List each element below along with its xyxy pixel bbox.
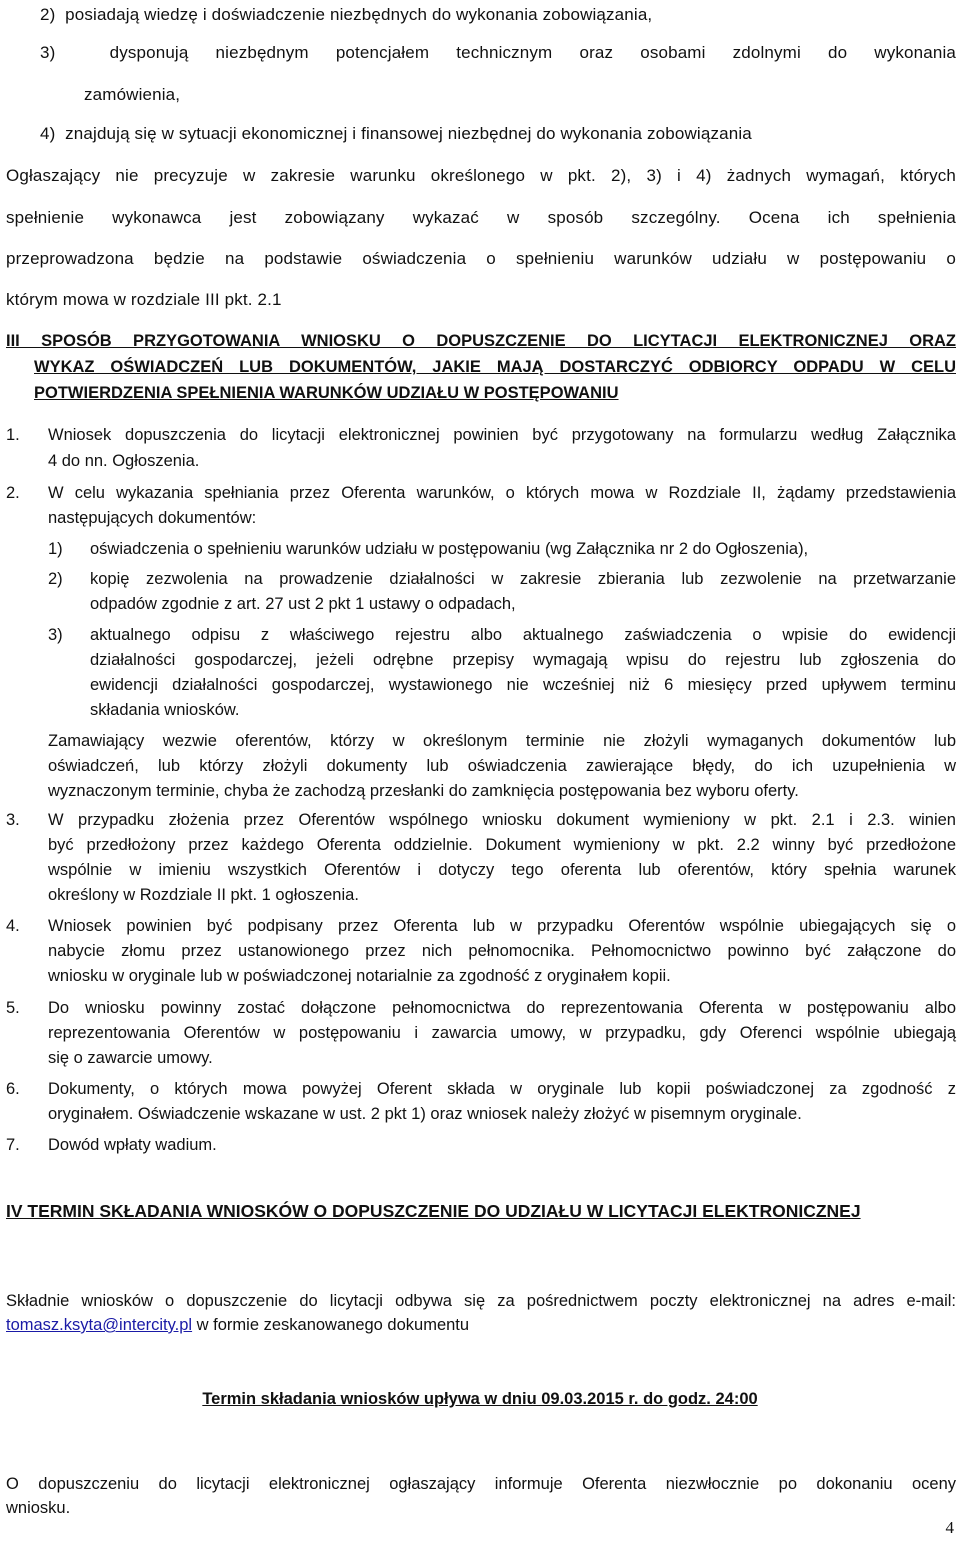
item-4-number: 4. <box>6 917 20 935</box>
item-3-line3: wspólnie w imieniu wszystkich Oferentów i dotyczy tego oferenta lub oferentów, który spełnia warunek <box>48 861 956 879</box>
item-7-number: 7. <box>6 1136 20 1154</box>
item-4-line1: Wniosek powinien być podpisany przez Oferenta lub w przypadku Oferentów wspólnie ubiegających się o <box>48 917 956 935</box>
email-link[interactable]: tomasz.ksyta@intercity.pl <box>6 1316 193 1334</box>
section4-heading: IV TERMIN SKŁADANIA WNIOSKÓW O DOPUSZCZENIE DO UDZIAŁU W LICYTACJI ELEKTRONICZNEJ <box>6 1201 861 1221</box>
subitem-3-line1: aktualnego odpisu z właściwego rejestru albo aktualnego zaświadczenia o wpisie do ewidencji <box>90 626 956 644</box>
final-para-line1: O dopuszczeniu do licytacji elektronicznej ogłaszający informuje Oferenta niezwłocznie po dokonaniu oceny <box>6 1475 956 1493</box>
subitem-1-number: 1) <box>48 540 63 558</box>
subitem-3-line2: działalności gospodarczej, jeżeli odrębne przepisy wymagają wpisu do rejestru lub zgłoszenia do <box>90 651 956 669</box>
item-6-line1: Dokumenty, o których mowa powyżej Oferent składa w oryginale lub kopii poświadczonej za zgodność z <box>48 1080 956 1098</box>
item-5-line1: Do wniosku powinny zostać dołączone pełnomocnictwa do reprezentowania Oferenta w postępowaniu albo <box>48 999 956 1017</box>
item-5-line2: reprezentowania Oferentów w postępowaniu i zawarcia umowy, w przypadku, gdy Oferenci wspólnie ubiegają <box>48 1024 956 1042</box>
subitem-2-number: 2) <box>48 570 63 588</box>
item-3-line2: być przedłożony przez każdego Oferenta oddzielnie. Dokument wymieniony w pkt. 2.2 winny być przedłożone <box>48 836 956 854</box>
para1-line4: którym mowa w rozdziale III pkt. 2.1 <box>6 290 282 309</box>
section4-para-line2 <box>6 1314 956 1336</box>
subitem-3-line4: składania wniosków. <box>90 701 240 719</box>
section3-heading-line1: III SPOSÓB PRZYGOTOWANIA WNIOSKU O DOPUSZCZENIE DO LICYTACJI ELEKTRONICZNEJ ORAZ <box>6 332 956 350</box>
para1-line2: spełnienie wykonawca jest zobowiązany wykazać w sposób szczególny. Ocena ich spełnienia <box>6 208 956 227</box>
subitem-1-line1: oświadczenia o spełnieniu warunków udziału w postępowaniu (wg Załącznika nr 2 do Ogłoszenia), <box>90 540 809 558</box>
section3-heading-line2: WYKAZ OŚWIADCZEŃ LUB DOKUMENTÓW, JAKIE MAJĄ DOSTARCZYĆ ODBIORCY ODPADU W CELU <box>34 358 956 376</box>
notice-line1: Zamawiający wezwie oferentów, którzy w określonym terminie nie złożyli wymaganych dokumentów lub <box>48 732 956 750</box>
notice-line2: oświadczeń, lub którzy złożyli dokumenty lub oświadczenia zawierające błędy, do ich uzupełnienia w <box>48 757 956 775</box>
item-2-line1: W celu wykazania spełniania przez Oferenta warunków, o których mowa w Rozdziale II, żądamy przedstawienia <box>48 484 956 502</box>
subitem-3-number: 3) <box>48 626 63 644</box>
list-item-3-cont: zamówienia, <box>84 85 181 104</box>
item-4-line3: wniosku w oryginale lub w poświadczonej notarialnie za zgodność z oryginałem kopii. <box>48 967 671 985</box>
item-3-number: 3. <box>6 811 20 829</box>
item-5-number: 5. <box>6 999 20 1017</box>
para1-line1: Ogłaszający nie precyzuje w zakresie warunku określonego w pkt. 2), 3) i 4) żadnych wymagań, których <box>6 166 956 185</box>
list-item-4: 4) znajdują się w sytuacji ekonomicznej i finansowej niezbędnej do wykonania zobowiązania <box>40 124 752 143</box>
item-3-line4: określony w Rozdziale II pkt. 1 ogłoszenia. <box>48 886 359 904</box>
section3-heading-line3: POTWIERDZENIA SPEŁNIENIA WARUNKÓW UDZIAŁU W POSTĘPOWANIU <box>34 384 619 402</box>
subitem-3-line3: ewidencji działalności gospodarczej, wystawionego nie wcześniej niż 6 miesięcy przed upływem terminu <box>90 676 956 694</box>
item-1-line1: Wniosek dopuszczenia do licytacji elektronicznej powinien być przygotowany na formularzu według Załącznika <box>48 426 956 444</box>
page-number: 4 <box>945 1518 954 1537</box>
item-3-line1: W przypadku złożenia przez Oferentów wspólnego wniosku dokument wymieniony w pkt. 2.1 i 2.3. winien <box>48 811 956 829</box>
item-5-line3: się o zawarcie umowy. <box>48 1049 213 1067</box>
item-2-line2: następujących dokumentów: <box>48 509 257 527</box>
subitem-2-line1: kopię zezwolenia na prowadzenie działalności w zakresie zbierania lub zezwolenie na przetwarzanie <box>90 570 956 588</box>
final-para-line2: wniosku. <box>6 1499 71 1517</box>
item-1-line2: 4 do nn. Ogłoszenia. <box>48 452 200 470</box>
para1-line3: przeprowadzona będzie na podstawie oświadczenia o spełnieniu warunków udziału w postępowaniu o <box>6 249 956 268</box>
item-6-line2: oryginałem. Oświadczenie wskazane w ust. 2 pkt 1) oraz wniosek należy złożyć w pisemnym oryginale. <box>48 1105 802 1123</box>
item-4-line2: nabycie złomu przez ustanowionego przez nich pełnomocnika. Pełnomocnictwo powinno być załączone do <box>48 942 956 960</box>
notice-line3: wyznaczonym terminie, chyba że zachodzą przesłanki do zamknięcia postępowania bez wyboru oferty. <box>48 782 799 800</box>
section4-para-line1: Składnie wniosków o dopuszczenie do licytacji odbywa się za pośrednictwem poczty elektronicznej na adres e-mail: <box>6 1292 956 1310</box>
item-1-number: 1. <box>6 426 20 444</box>
section4-para-line2-text: w formie zeskanowanego dokumentu <box>192 1316 470 1334</box>
subitem-2-line2: odpadów zgodnie z art. 27 ust 2 pkt 1 ustawy o odpadach, <box>90 595 516 613</box>
item-6-number: 6. <box>6 1080 20 1098</box>
deadline-notice: Termin składania wniosków upływa w dniu 09.03.2015 r. do godz. 24:00 <box>202 1390 758 1408</box>
item-2-number: 2. <box>6 484 20 502</box>
list-item-3: 3) dysponują niezbędnym potencjałem technicznym oraz osobami zdolnymi do wykonania <box>40 43 956 62</box>
list-item-2: 2) posiadają wiedzę i doświadczenie niezbędnych do wykonania zobowiązania, <box>40 5 653 24</box>
item-7-line1: Dowód wpłaty wadium. <box>48 1136 217 1154</box>
